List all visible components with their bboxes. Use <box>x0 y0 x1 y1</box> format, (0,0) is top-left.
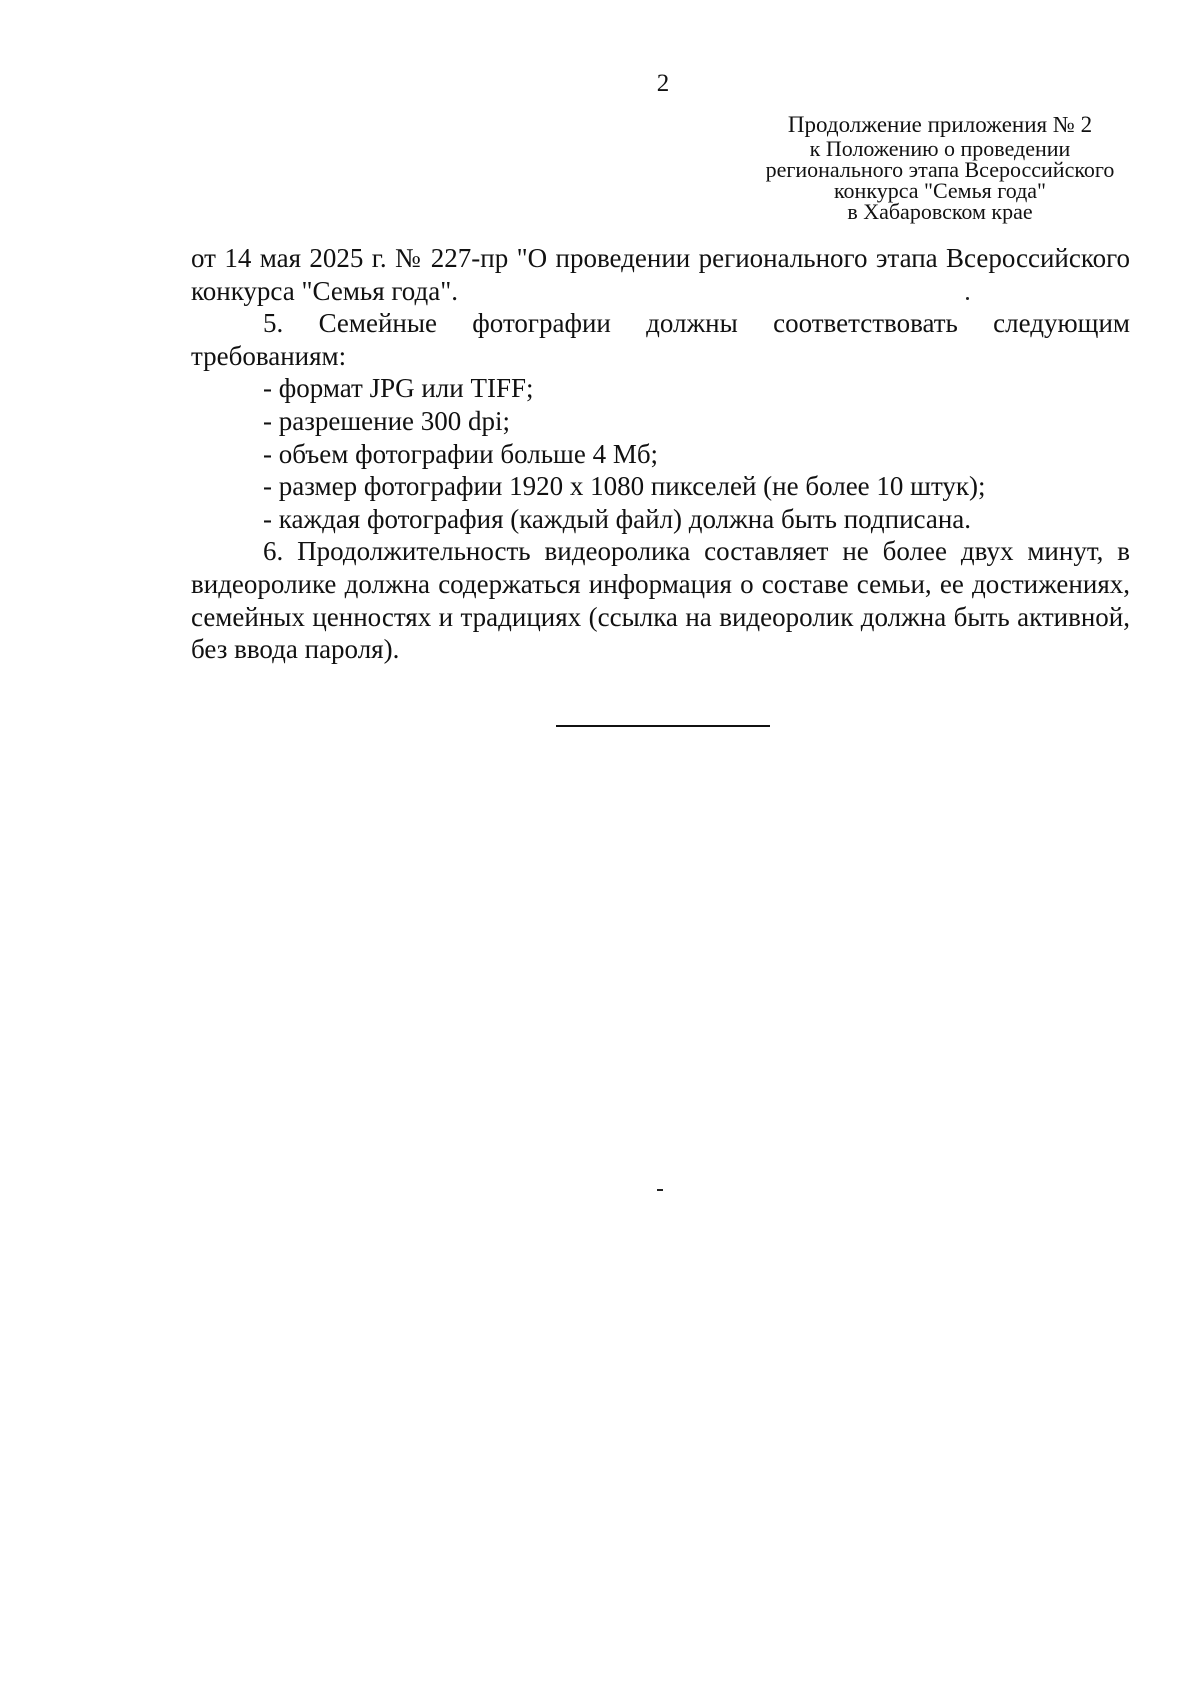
list-item: - каждая фотография (каждый файл) должна быть подписана. <box>263 503 972 534</box>
appendix-header-line-1: Продолжение приложения № 2 <box>787 112 1093 137</box>
scan-mark <box>657 1189 663 1191</box>
requirements-list <box>191 372 1130 535</box>
page-number: 2 <box>656 70 670 97</box>
list-item: - размер фотографии 1920 х 1080 пикселей (не более 10 штук); <box>263 471 986 502</box>
appendix-header-line-4: конкурса "Семья года" <box>833 178 1047 203</box>
document-body <box>191 242 1130 666</box>
list-item: - объем фотографии больше 4 Мб; <box>263 438 659 469</box>
list-item: - формат JPG или TIFF; <box>263 373 534 404</box>
end-separator-line <box>556 725 770 727</box>
item-6-paragraph: 6. Продолжительность видеоролика составляет не более двух минут, в видеоролике должна содержаться информация о составе семьи, ее достижениях, семейных ценностях и традициях (ссылка на видеоролик должна быть активной, без ввода пароля). <box>191 536 1130 665</box>
appendix-header-line-2: к Положению о проведении <box>809 136 1071 161</box>
item-5-paragraph: 5. Семейные фотографии должны соответствовать следующим требованиям: <box>191 308 1130 371</box>
appendix-header-line-5: в Хабаровском крае <box>847 199 1033 224</box>
intro-paragraph: от 14 мая 2025 г. № 227-пр "О проведении регионального этапа Всероссийского конкурса "Семья года". <box>191 243 1130 306</box>
appendix-header <box>720 114 1160 222</box>
appendix-header-line-3: регионального этапа Всероссийского <box>765 157 1115 182</box>
list-item: - разрешение 300 dpi; <box>263 405 511 436</box>
